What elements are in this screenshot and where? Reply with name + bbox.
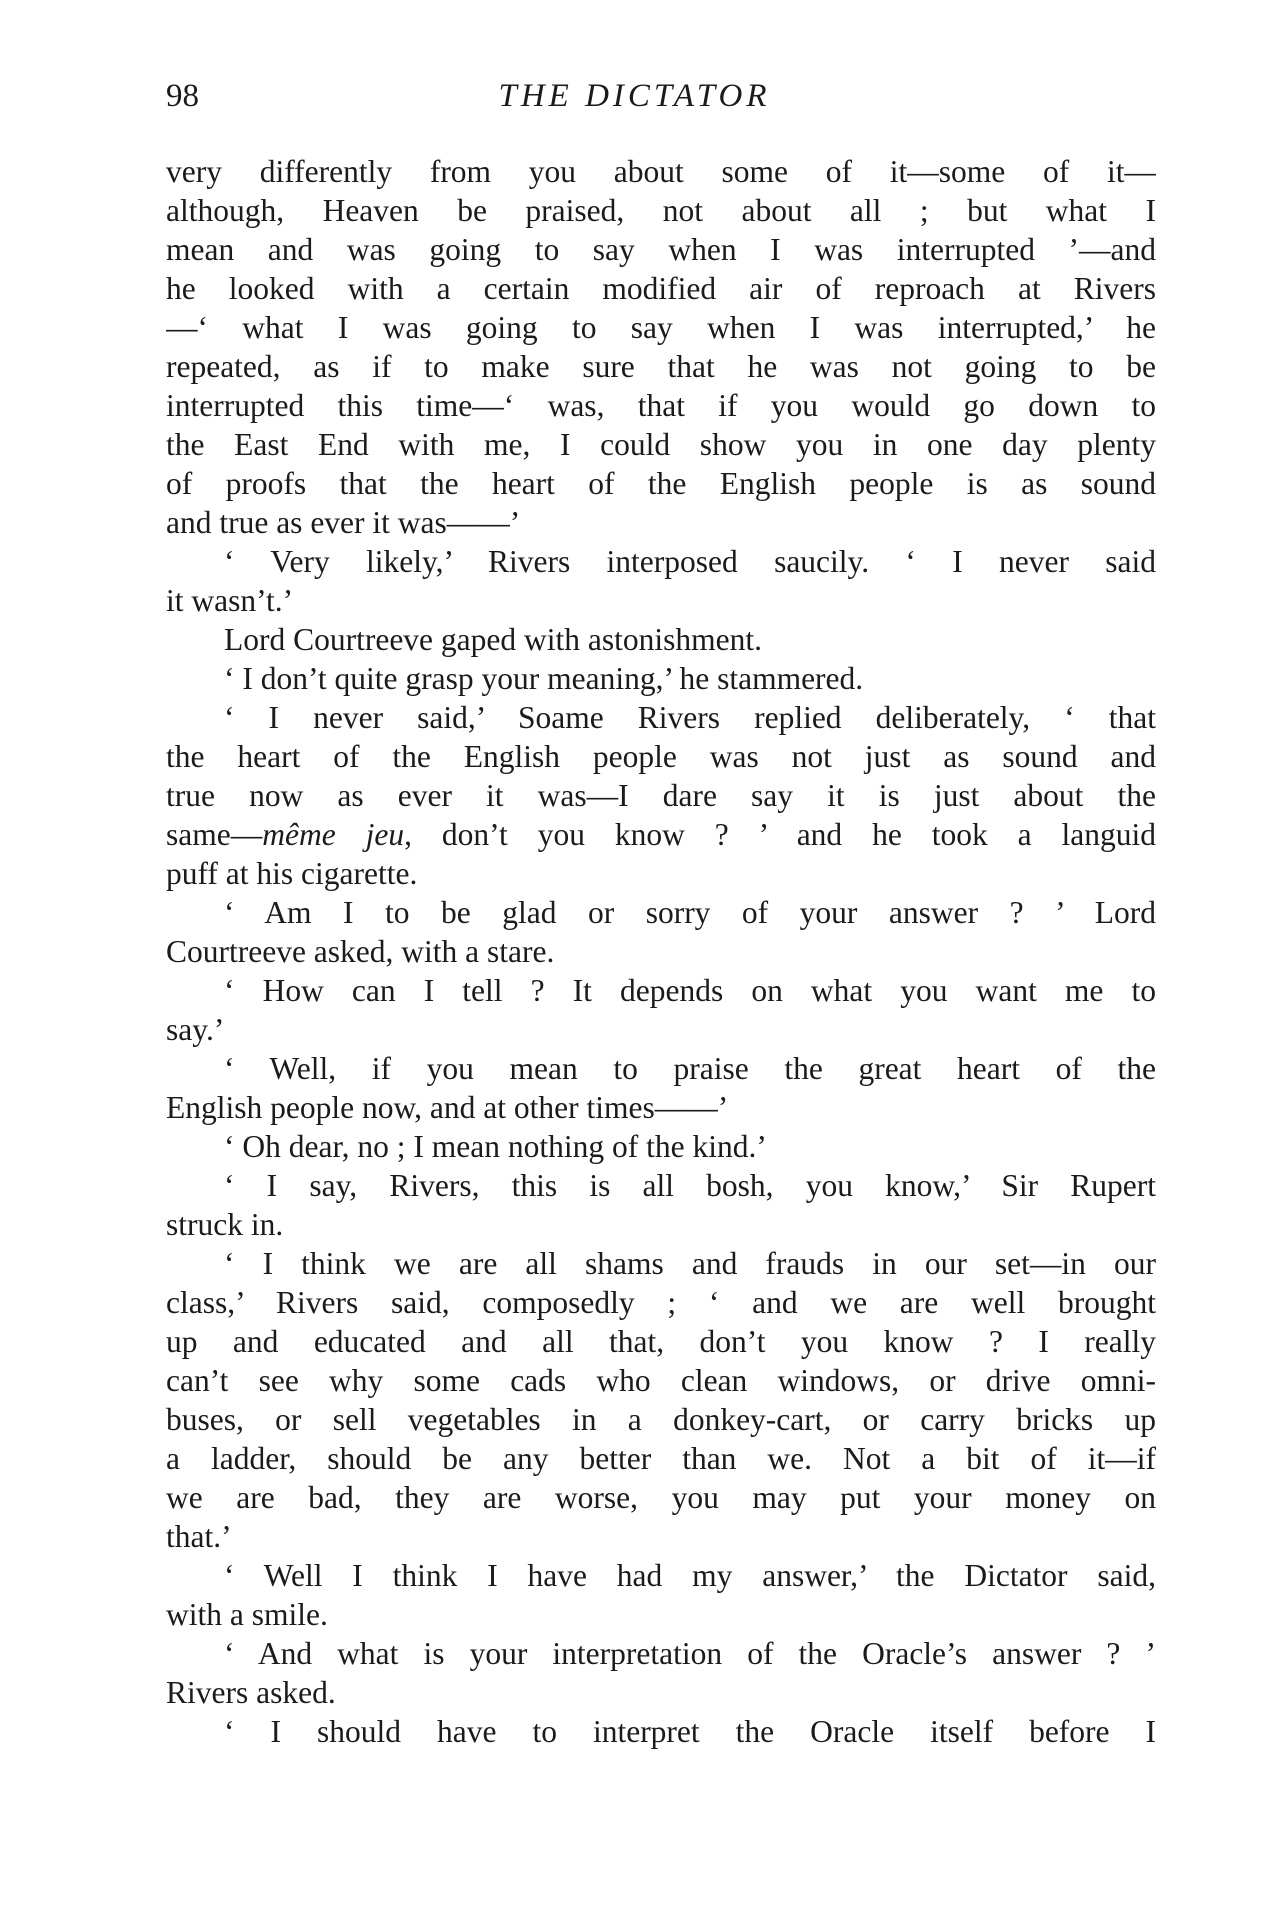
text-line: ‘ I should have to interpret the Oracle itself before I <box>224 1714 1156 1749</box>
text-line: say.’ <box>166 1012 225 1047</box>
text-line: Lord Courtreeve gaped with astonishment. <box>224 622 762 657</box>
text-line: —‘ what I was going to say when I was interrupted,’ he <box>166 310 1156 345</box>
text-line: ‘ Well I think I have had my answer,’ the Dictator said, <box>224 1558 1156 1593</box>
text-line: although, Heaven be praised, not about all ; but what I <box>166 193 1156 228</box>
text-line: the heart of the English people was not just as sound and <box>166 739 1156 774</box>
text-line: of proofs that the heart of the English people is as sound <box>166 466 1156 501</box>
text-line: true now as ever it was—I dare say it is just about the <box>166 778 1156 813</box>
text-line: ‘ I never said,’ Soame Rivers replied deliberately, ‘ that <box>224 700 1156 735</box>
text-line: and true as ever it was——’ <box>166 505 521 540</box>
page-number: 98 <box>166 78 199 114</box>
text-line: ‘ Very likely,’ Rivers interposed saucily. ‘ I never said <box>224 544 1156 579</box>
text-line: English people now, and at other times——’ <box>166 1090 729 1125</box>
text-line: buses, or sell vegetables in a donkey-cart, or carry bricks up <box>166 1402 1156 1437</box>
italic-phrase: même jeu <box>262 817 405 852</box>
text-line: class,’ Rivers said, composedly ; ‘ and we are well brought <box>166 1285 1156 1320</box>
text-line: we are bad, they are worse, you may put your money on <box>166 1480 1156 1515</box>
text-line: mean and was going to say when I was interrupted ’—and <box>166 232 1156 267</box>
text-line: a ladder, should be any better than we. Not a bit of it—if <box>166 1441 1156 1476</box>
text-line: interrupted this time—‘ was, that if you would go down to <box>166 388 1156 423</box>
text-line: up and educated and all that, don’t you know ? I really <box>166 1324 1156 1359</box>
text-line: with a smile. <box>166 1597 328 1632</box>
text-line: ‘ How can I tell ? It depends on what you want me to <box>224 973 1156 1008</box>
text-line: that.’ <box>166 1519 232 1554</box>
running-title: THE DICTATOR <box>498 78 771 114</box>
text-line: repeated, as if to make sure that he was not going to be <box>166 349 1156 384</box>
text-line: it wasn’t.’ <box>166 583 294 618</box>
text-line: puff at his cigarette. <box>166 856 418 891</box>
text-line: ‘ And what is your interpretation of the Oracle’s answer ? ’ <box>224 1636 1156 1671</box>
text-line: Courtreeve asked, with a stare. <box>166 934 555 969</box>
text-line: he looked with a certain modified air of reproach at Rivers <box>166 271 1156 306</box>
text-line: Rivers asked. <box>166 1675 336 1710</box>
text-line: ‘ Well, if you mean to praise the great heart of the <box>224 1051 1156 1086</box>
text-line: very differently from you about some of it—some of it— <box>166 154 1156 189</box>
text-line: ‘ I think we are all shams and frauds in our set—in our <box>224 1246 1156 1281</box>
text-line: can’t see why some cads who clean windows, or drive omni- <box>166 1363 1156 1398</box>
text-line: ‘ I don’t quite grasp your meaning,’ he stammered. <box>224 661 864 696</box>
text-line: the East End with me, I could show you in one day plenty <box>166 427 1156 462</box>
text-line: struck in. <box>166 1207 284 1242</box>
body-text <box>166 152 1156 1751</box>
text-line: ‘ Am I to be glad or sorry of your answer ? ’ Lord <box>224 895 1156 930</box>
text-line: same—même jeu, don’t you know ? ’ and he took a languid <box>166 817 1156 852</box>
text-line: ‘ I say, Rivers, this is all bosh, you know,’ Sir Rupert <box>224 1168 1156 1203</box>
text-line: ‘ Oh dear, no ; I mean nothing of the kind.’ <box>224 1129 767 1164</box>
